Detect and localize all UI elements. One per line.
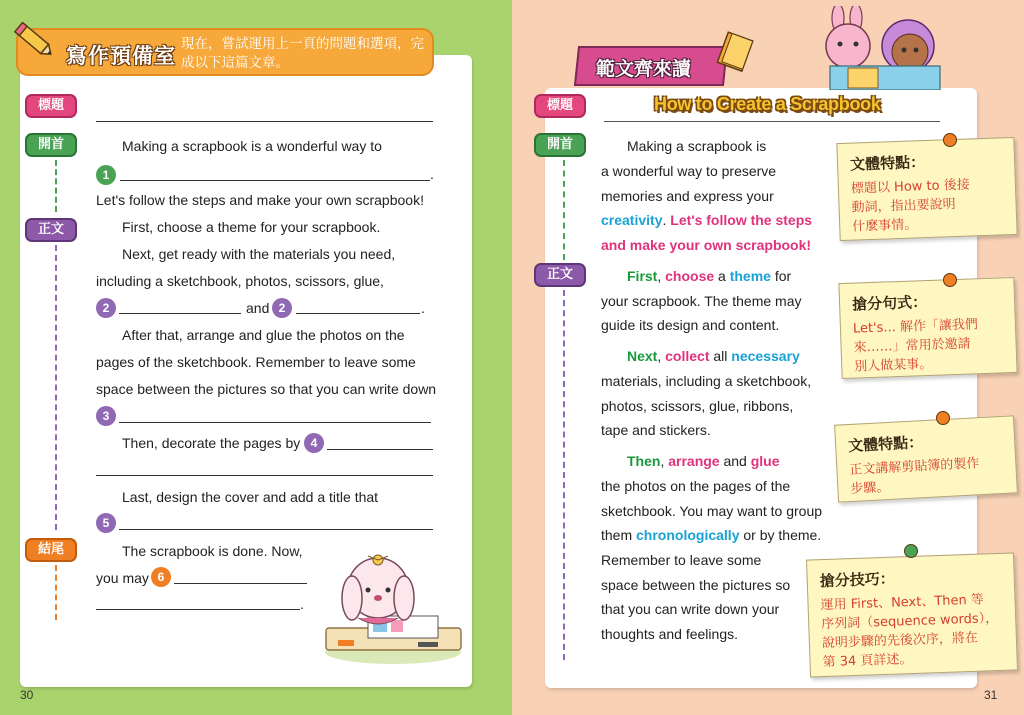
body1-comma: , — [657, 268, 662, 284]
tag-ending: 結尾 — [25, 538, 77, 562]
note-body-line: 運用 First、Next、Then 等 — [820, 592, 985, 614]
body2-line-4: tape and stickers. — [601, 422, 711, 438]
body1-a: a — [718, 268, 726, 284]
right-page-number: 31 — [984, 688, 998, 702]
blank-badge-4: 4 — [304, 433, 324, 453]
sample-reading-header — [574, 46, 728, 86]
worksheet-line-3: First, choose a theme for your scrapbook. — [122, 219, 381, 235]
body3-line-4 — [601, 527, 821, 543]
body3-and: and — [723, 453, 747, 469]
keyword-then: Then — [627, 453, 661, 469]
opening-line-5: and make your own scrapbook! — [601, 237, 812, 253]
keyword-choose: choose — [665, 268, 715, 284]
left-page-number: 30 — [20, 688, 34, 702]
note-heading: 搶分技巧： — [819, 569, 896, 591]
body3-line-3: sketchbook. You may want to group — [601, 503, 823, 519]
blank-1-period: . — [430, 166, 434, 182]
blank-badge-1: 1 — [96, 165, 116, 185]
worksheet-line-11: The scrapbook is done. Now, — [122, 543, 303, 559]
keyword-lets-follow: Let's follow the steps — [670, 212, 813, 228]
keyword-glue: glue — [750, 453, 780, 469]
dog-scrapbooking-illustration — [318, 540, 468, 665]
pushpin-icon — [936, 411, 950, 425]
body2-all: all — [713, 348, 728, 364]
body3-line-6: space between the pictures so — [601, 577, 791, 593]
tag-opening: 開首 — [25, 133, 77, 157]
tag-title-right: 標題 — [534, 94, 586, 118]
opening-connector-line-right — [563, 160, 565, 260]
worksheet-line-2: Let's follow the steps and make your own scrapbook! — [96, 192, 424, 208]
worksheet-line-9: Then, decorate the pages by — [122, 435, 301, 451]
body3-line-1 — [627, 453, 780, 469]
blank-badge-3: 3 — [96, 406, 116, 426]
keyword-theme: theme — [729, 268, 771, 284]
body1-line-1 — [627, 268, 791, 284]
article-title-underline — [604, 121, 940, 122]
body3-them: them — [601, 527, 633, 543]
keyword-necessary: necessary — [731, 348, 800, 364]
note-genre-feature-body — [834, 415, 1018, 502]
blank-line-2b[interactable] — [296, 313, 420, 314]
body2-comma: , — [657, 348, 662, 364]
body3-comma: , — [660, 453, 665, 469]
blank-line-6b[interactable] — [96, 609, 300, 610]
blank-badge-6: 6 — [151, 567, 171, 587]
keyword-next: Next — [627, 348, 658, 364]
pushpin-icon — [943, 273, 957, 287]
note-body-line: Let's... 解作「讓我們 — [852, 317, 979, 337]
body-connector-line-right — [563, 290, 565, 660]
tag-body-right: 正文 — [534, 263, 586, 287]
title-answer-line[interactable] — [96, 121, 433, 122]
body1-line-2: your scrapbook. The theme may — [601, 293, 802, 309]
keyword-creativity: creativity — [601, 212, 663, 228]
opening-line-4 — [601, 212, 812, 228]
tag-opening-right: 開首 — [534, 133, 586, 157]
note-body-line: 步驟。 — [850, 479, 890, 497]
pushpin-icon — [943, 133, 957, 147]
writing-prep-title: 寫作預備室 — [66, 44, 176, 68]
opening-line-3: memories and express your — [601, 188, 774, 204]
keyword-first: First — [627, 268, 658, 284]
ending-connector-line — [55, 565, 57, 620]
note-heading: 搶分句式： — [851, 293, 928, 314]
blank-badge-5: 5 — [96, 513, 116, 533]
blank-line-2a[interactable] — [119, 313, 241, 314]
keyword-collect: collect — [665, 348, 710, 364]
body2-line-2: materials, including a sketchbook, — [601, 373, 812, 389]
body1-line-3: guide its design and content. — [601, 317, 780, 333]
note-heading: 文體特點： — [847, 433, 924, 456]
body3-line-7: that you can write down your — [601, 601, 780, 617]
note-body-line: 動詞，指出要說明 — [851, 197, 956, 216]
keyword-chronologically: chronologically — [636, 527, 740, 543]
blank-line-3[interactable] — [119, 422, 431, 423]
opening-connector-line — [55, 160, 57, 212]
note-body-line: 別人做某事。 — [854, 356, 933, 375]
opening-line-2: a wonderful way to preserve — [601, 163, 777, 179]
worksheet-line-4: Next, get ready with the materials you need, — [122, 246, 396, 262]
note-body — [849, 454, 981, 499]
note-body-line: 第 34 頁詳述。 — [822, 652, 913, 671]
body3-line-8: thoughts and feelings. — [601, 626, 738, 642]
note-scoring-sentence — [838, 277, 1017, 379]
worksheet-and: and — [246, 300, 270, 316]
article-title: How to Create a Scrapbook — [654, 94, 881, 114]
blank-2-period: . — [421, 300, 425, 316]
note-body-line: 什麼事情。 — [852, 217, 918, 235]
worksheet-line-6: After that, arrange and glue the photos on the — [122, 327, 405, 343]
note-scoring-tip — [806, 552, 1018, 677]
opening-line-1: Making a scrapbook is — [627, 138, 767, 154]
girls-reading-illustration — [818, 6, 954, 90]
blank-badge-2a: 2 — [96, 298, 116, 318]
worksheet-line-1: Making a scrapbook is a wonderful way to — [122, 138, 382, 154]
worksheet-line-12: you may — [96, 570, 149, 586]
blank-line-5[interactable] — [119, 529, 433, 530]
book-icon — [716, 30, 756, 74]
note-genre-feature-title — [836, 137, 1017, 241]
body3-line-5: Remember to leave some — [601, 552, 762, 568]
worksheet-line-8: space between the pictures so that you can write down — [96, 381, 437, 397]
blank-6-period: . — [300, 596, 304, 612]
pushpin-icon — [904, 544, 918, 558]
blank-line-6a[interactable] — [174, 583, 307, 584]
body3-or-by-theme: or by theme. — [743, 527, 822, 543]
note-body-line: 正文講解剪貼簿的製作 — [849, 456, 980, 479]
note-heading: 文體特點： — [849, 153, 926, 174]
blank-badge-2b: 2 — [272, 298, 292, 318]
writing-prep-header — [16, 28, 434, 76]
opening-period: . — [662, 212, 667, 228]
note-body — [853, 315, 980, 376]
worksheet-line-5: including a sketchbook, photos, scissors, glue, — [96, 273, 384, 289]
sample-reading-title: 範文齊來讀 — [595, 58, 691, 80]
blank-line-1[interactable] — [120, 180, 430, 181]
tag-body: 正文 — [25, 218, 77, 242]
body1-for: for — [774, 268, 792, 284]
blank-line-4b[interactable] — [96, 475, 433, 476]
note-body-line: 標題以 How to 後接 — [850, 177, 970, 197]
worksheet-line-10: Last, design the cover and add a title that — [122, 489, 379, 505]
blank-line-4a[interactable] — [327, 449, 433, 450]
body3-line-2: the photos on the pages of the — [601, 478, 791, 494]
tag-title: 標題 — [25, 94, 77, 118]
body2-line-3: photos, scissors, glue, ribbons, — [601, 398, 794, 414]
worksheet-line-7: pages of the sketchbook. Remember to leave some — [96, 354, 416, 370]
body-connector-line — [55, 245, 57, 530]
keyword-arrange: arrange — [668, 453, 720, 469]
body2-line-1 — [627, 348, 800, 364]
note-body-line: 來……」常用於邀請 — [853, 336, 971, 356]
note-body-line: 序列詞（sequence words）， — [821, 610, 999, 633]
note-body-line: 說明步驟的先後次序，將在 — [821, 630, 979, 652]
pencil-icon — [12, 20, 56, 60]
note-body — [820, 590, 1000, 672]
note-body — [851, 176, 972, 237]
writing-prep-subtitle: 現在，嘗試運用上一頁的問題和選項，完成以下這篇文章。 — [181, 36, 424, 71]
